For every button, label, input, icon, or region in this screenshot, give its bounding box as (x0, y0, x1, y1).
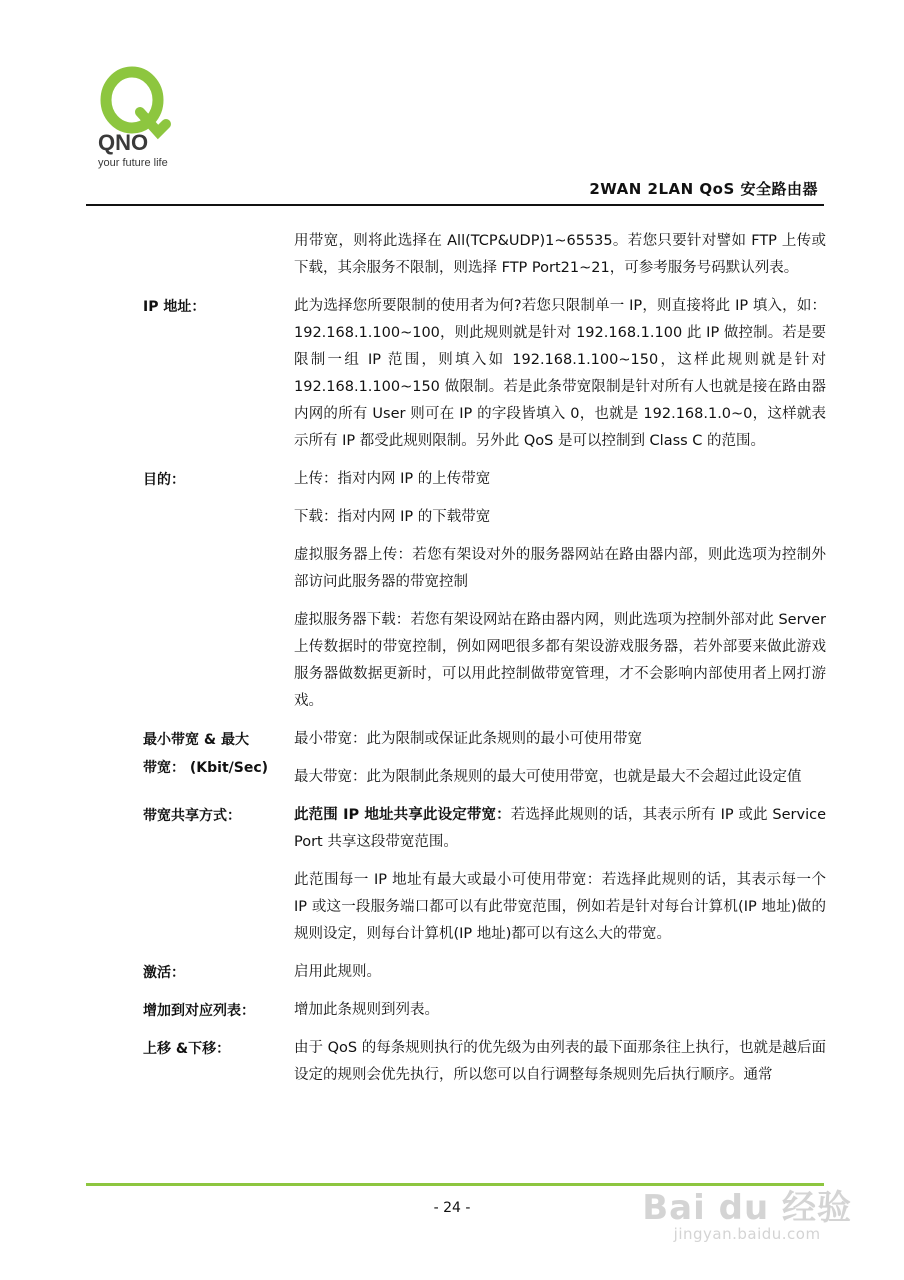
paragraph-text: 虚拟服务器上传：若您有架设对外的服务器网站在路由器内部，则此选项为控制外部访问此服务器的带宽控制 (294, 547, 826, 590)
section-body (294, 293, 826, 466)
section-row (86, 293, 826, 466)
page-number: - 24 - (433, 1200, 471, 1216)
paragraph (294, 802, 826, 856)
header-divider (86, 204, 824, 206)
paragraph-text: 虚拟服务器下载：若您有架设网站在路由器内网，则此选项为控制外部对此 Server 上传数据时的带宽控制，例如网吧很多都有架设游戏服务器，若外部要来做此游戏服务器做数据更新时，可以用此控制做带宽管理，才不会影响内部使用者上网打游戏。 (294, 612, 826, 709)
section-row (86, 466, 826, 726)
paragraph-text: 增加此条规则到列表。 (294, 1002, 439, 1018)
section-row (86, 959, 826, 997)
section-body (294, 802, 826, 959)
paragraph (294, 764, 826, 791)
paragraph-text: 由于 QoS 的每条规则执行的优先级为由列表的最下面那条往上执行，也就是越后面设定的规则会优先执行，所以您可以自行调整每条规则先后执行顺序。通常 (294, 1040, 826, 1083)
logo-tagline: your future life (98, 157, 168, 169)
section-body (294, 959, 826, 997)
section-label: 最小带宽 & 最大 带宽： (Kbit/Sec) (143, 732, 269, 776)
paragraph-text: 最大带宽：此为限制此条规则的最大可使用带宽，也就是最大不会超过此设定值 (294, 769, 802, 785)
paragraph-text: 用带宽，则将此选择在 All(TCP&UDP)1~65535。若您只要针对譬如 FTP 上传或下载，其余服务不限制，则选择 FTP Port21~21，可参考服务号码默认列表。 (294, 233, 826, 276)
section-body (294, 1035, 826, 1100)
baidu-watermark (642, 1180, 852, 1243)
section-row (86, 228, 826, 293)
section-label: 带宽共享方式： (143, 808, 241, 824)
section-body (294, 228, 826, 293)
section-label: IP 地址： (143, 299, 206, 315)
watermark-main: Bai du 经验 (642, 1188, 852, 1228)
section-body (294, 466, 826, 726)
paragraph (294, 959, 826, 986)
document-body (86, 228, 826, 1100)
section-body (294, 997, 826, 1035)
paragraph-text: 下载：指对内网 IP 的下载带宽 (294, 509, 491, 525)
paragraph (294, 867, 826, 948)
paragraph-text: 启用此规则。 (294, 964, 381, 980)
paragraph (294, 504, 826, 531)
paragraph-text: 此为选择您所要限制的使用者为何?若您只限制单一 IP，则直接将此 IP 填入，如：192.168.1.100~100，则此规则就是针对 192.168.1.100 此 IP 做控制。若是要限制一组 IP 范围，则填入如 192.168.1.100~150，这样此规则就是针对 192.168.1.100~150 做限制。若是此条带宽限制是针对所有人也就是接在路由器内网的所有 User 则可在 IP 的字段皆填入 0，也就是 192.168.1.0~0，这样就表示所有 IP 都受此规则限制。另外此 QoS 是可以控制到 Class C 的范围。 (294, 298, 826, 449)
section-row (86, 726, 826, 802)
paragraph (294, 607, 826, 715)
paragraph (294, 293, 826, 455)
paragraph-text: 最小带宽：此为限制或保证此条规则的最小可使用带宽 (294, 731, 642, 747)
section-label: 上移 &下移： (143, 1041, 231, 1057)
section-label (86, 228, 294, 293)
qno-logo (96, 62, 196, 172)
paragraph-text: 此范围每一 IP 地址有最大或最小可使用带宽：若选择此规则的话，其表示每一个 IP 或这一段服务端口都可以有此带宽范围，例如若是针对每台计算机(IP 地址)做的规则设定，则每台计算机(IP 地址)都可以有这么大的带宽。 (294, 872, 826, 942)
logo-text: QNO (98, 130, 149, 155)
paragraph-text: 上传：指对内网 IP 的上传带宽 (294, 471, 491, 487)
watermark-sub: jingyan.baidu.com (673, 1225, 821, 1243)
section-row (86, 997, 826, 1035)
section-label: 激活： (143, 965, 185, 981)
paragraph-text: 若选择此规则的话，其表示所有 IP 或此 Service Port 共享这段带宽范围。 (294, 807, 826, 850)
paragraph (294, 228, 826, 282)
paragraph-bold-lead: 此范围 IP 地址共享此设定带宽： (294, 807, 511, 823)
header-title: 2WAN 2LAN QoS 安全路由器 (589, 180, 818, 198)
paragraph (294, 726, 826, 753)
section-row (86, 1035, 826, 1100)
paragraph (294, 542, 826, 596)
section-label: 目的： (143, 472, 185, 488)
section-row (86, 802, 826, 959)
qno-logo-mark (96, 62, 196, 172)
paragraph (294, 1035, 826, 1089)
paragraph (294, 466, 826, 493)
section-body (294, 726, 826, 802)
section-label: 增加到对应列表： (143, 1003, 255, 1019)
paragraph (294, 997, 826, 1024)
